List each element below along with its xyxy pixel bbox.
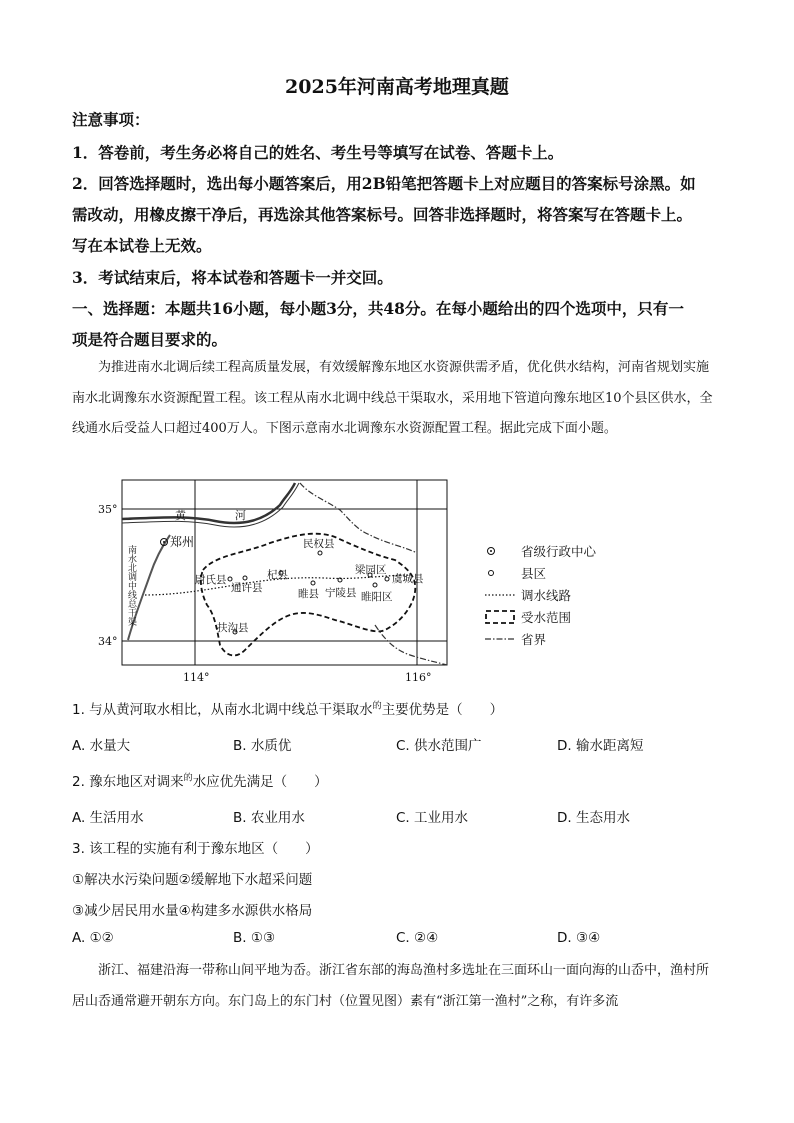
page-title: 2025年河南高考地理真题 — [285, 76, 509, 98]
county-marker — [228, 577, 232, 581]
question-3: 3. 该工程的实施有利于豫东地区（ ） — [72, 841, 319, 857]
q2-option-b: B. 农业用水 — [233, 810, 305, 826]
border-symbol-icon — [485, 632, 517, 646]
yellow-river — [122, 483, 295, 523]
q3-option-d: D. ③④ — [557, 930, 601, 946]
city-zhengzhou: 郑州 — [170, 535, 195, 549]
lat-label-34: 34° — [98, 635, 118, 648]
county-marker — [373, 583, 377, 587]
question-3-statements-1: ①解决水污染问题②缓解地下水超采问题 — [72, 872, 313, 888]
city-qixian: 杞县 — [267, 569, 288, 581]
q1-option-c: C. 供水范围广 — [396, 738, 482, 754]
county-marker — [243, 576, 247, 580]
city-liangyuan: 梁园区 — [355, 564, 387, 576]
county-marker — [318, 551, 322, 555]
notice-item-1: 1．答卷前，考生务必将自己的姓名、考生号等填写在试卷、答题卡上。 — [72, 143, 564, 162]
passage-2: 浙江、福建沿海一带称山间平地为岙。浙江省东部的海岛渔村多选址在三面环山一面向海的山岙中，渔村所居山岙通常避开朝东方向。东门岛上的东门村（位置见图）素有“浙江第一渔村”之称，有许多流 — [72, 963, 710, 1009]
canal-label: 南水北调中线总干渠 — [126, 545, 136, 626]
question-3-statements-2: ③减少居民用水量④构建多水源供水格局 — [72, 903, 313, 919]
lat-label-35: 35° — [98, 503, 118, 516]
q3-option-a: A. ①② — [72, 930, 114, 946]
city-minquan: 民权县 — [303, 538, 335, 550]
q3-option-b: B. ①③ — [233, 930, 276, 946]
notice-heading: 注意事项： — [72, 110, 150, 129]
q2-option-c: C. 工业用水 — [396, 810, 469, 826]
notice-item-2-line-3: 写在本试卷上无效。 — [72, 236, 212, 255]
section-heading-line-2: 项是符合题目要求的。 — [72, 330, 228, 349]
city-tongxu: 通许县 — [231, 582, 263, 594]
city-fugou: 扶沟县 — [217, 622, 249, 634]
q1-option-b: B. 水质优 — [233, 738, 292, 754]
city-suixian: 睢县 — [298, 588, 319, 600]
area-symbol-icon — [485, 610, 517, 624]
county-marker — [311, 581, 315, 585]
q2-option-d: D. 生态用水 — [557, 810, 630, 826]
passage-1: 为推进南水北调后续工程高质量发展，有效缓解豫东地区水资源供需矛盾，优化供水结构，河南省规划实施南水北调豫东水资源配置工程。该工程从南水北调中线总干渠取水，采用地下管道向豫东地区10个县区供水，全线通水后受益人口超过400万人。下图示意南水北调豫东水资源配置工程。据此完成下面小题。 — [72, 360, 713, 436]
capital-symbol-icon — [485, 544, 517, 558]
county-marker — [385, 577, 389, 581]
river-label-huang: 黄 — [175, 509, 186, 522]
city-yucheng: 虞城县 — [392, 573, 424, 585]
city-weishi: 尉氏县 — [195, 574, 227, 586]
county-symbol-icon — [485, 566, 517, 580]
lon-label-114: 114° — [183, 671, 210, 684]
question-1: 1. 与从黄河取水相比，从南水北调中线总干渠取水$^的$主要优势是（ ） — [72, 701, 504, 718]
notice-item-2-line-2: 需改动，用橡皮擦干净后，再选涂其他答案标号。回答非选择题时，将答案写在答题卡上。 — [72, 205, 693, 224]
water-allocation-map — [95, 475, 455, 685]
city-suiyangqu: 睢阳区 — [361, 591, 393, 603]
city-ningling: 宁陵县 — [325, 587, 357, 599]
section-heading-line-1: 一、选择题：本题共16小题，每小题3分，共48分。在每小题给出的四个选项中，只有一 — [72, 299, 684, 318]
q3-option-c: C. ②④ — [396, 930, 439, 946]
q2-option-a: A. 生活用水 — [72, 810, 144, 826]
province-border-south — [375, 625, 447, 665]
question-2: 2. 豫东地区对调来$^的$水应优先满足（ ） — [72, 773, 328, 790]
notice-item-2-line-1: 2．回答选择题时，选出每小题答案后，用2B铅笔把答题卡上对应题目的答案标号涂黑。如 — [72, 174, 696, 193]
lon-label-116: 116° — [405, 671, 432, 684]
q1-option-a: A. 水量大 — [72, 738, 131, 754]
notice-item-3: 3．考试结束后，将本试卷和答题卡一并交回。 — [72, 268, 393, 287]
river-label-he: 河 — [235, 509, 246, 522]
q1-option-d: D. 输水距离短 — [557, 738, 644, 754]
route-symbol-icon — [485, 588, 517, 602]
